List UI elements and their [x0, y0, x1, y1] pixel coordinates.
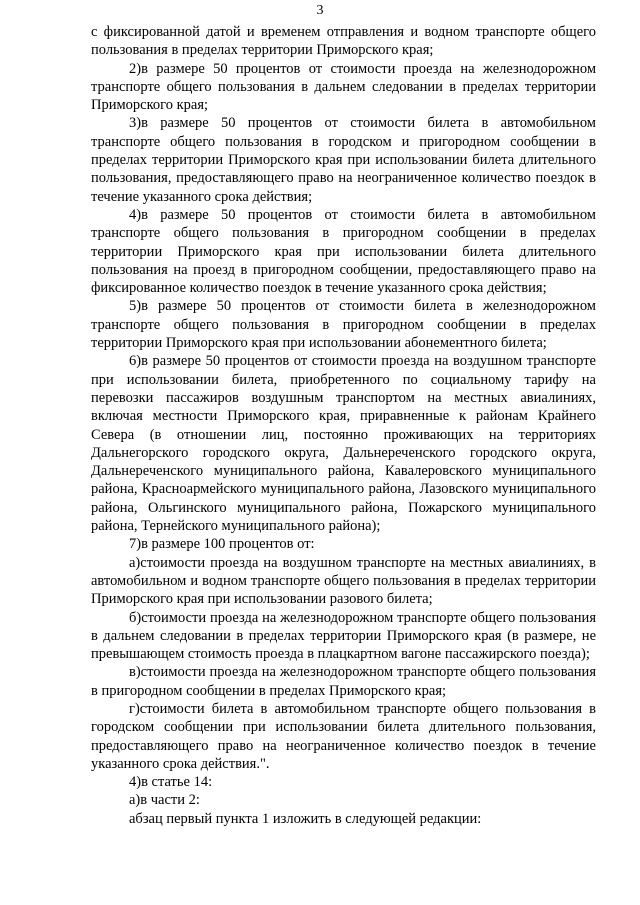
paragraph-continuation: с фиксированной датой и временем отправления и водном транспорте общего пользования в пределах территории Приморского края;: [91, 24, 596, 59]
paragraph-item-4: 4)в размере 50 процентов от стоимости билета в автомобильном транспорте общего пользования в пригородном сообщении в пределах территории Приморского края при использовании билета длительного пользования на проезд в пригородном сообщении, предоставляющего право на фиксированное количество поездок в течение указанного срока действия;: [91, 206, 596, 297]
paragraph-part-2: а)в части 2:: [129, 792, 200, 809]
paragraph-subitem-b: б)стоимости проезда на железнодорожном транспорте общего пользования в дальнем следовании в пределах территории Приморского края (в размере, не превышающем стоимость проезда в плацкартном вагоне пассажирского поезда);: [91, 609, 596, 663]
paragraph-subitem-g: г)стоимости билета в автомобильном транспорте общего пользования в городском сообщении при использовании билета длительного пользования, предоставляющего право на неограниченное количество поездок в течение указанного срока действия.".: [91, 700, 596, 772]
paragraph-item-7: 7)в размере 100 процентов от:: [129, 536, 315, 553]
paragraph-article-14: 4)в статье 14:: [129, 774, 213, 791]
page-number: 3: [316, 3, 324, 18]
paragraph-item-6: 6)в размере 50 процентов от стоимости проезда на воздушном транспорте при использовании билета, приобретенного по социальному тарифу на перевозки пассажиров воздушным транспортом на местных авиалиниях, включая местности Приморского края, приравненные к районам Крайнего Севера (в отношении лиц, постоянно проживающих на территориях Дальнегорского городского округа, Дальнереченского городского округа, Дальнереченского муниципального района, Кавалеровского муниципального района, Красноармейского муниципального района, Лазовского муниципального района, Ольгинского муниципального района, Пожарского муниципального района, Тернейского муниципального района);: [91, 353, 596, 535]
paragraph-subitem-a: а)стоимости проезда на воздушном транспорте на местных авиалиниях, в автомобильном и водном транспорте общего пользования в пределах территории Приморского края при использовании разового билета;: [91, 554, 596, 608]
paragraph-subitem-v: в)стоимости проезда на железнодорожном транспорте общего пользования в пригородном сообщении в пределах Приморского края;: [91, 664, 596, 699]
document-body: [91, 23, 596, 828]
paragraph-item-3: 3)в размере 50 процентов от стоимости билета в автомобильном транспорте общего пользования в городском и пригородном сообщении в пределах территории Приморского края при использовании билета длительного пользования, предоставляющего право на неограниченное количество поездок в течение указанного срока действия;: [91, 115, 596, 205]
paragraph-item-2: 2)в размере 50 процентов от стоимости проезда на железнодорожном транспорте общего пользования в дальнем следовании в пределах территории Приморского края;: [91, 60, 596, 114]
paragraph-item-5: 5)в размере 50 процентов от стоимости билета в железнодорожном транспорте общего пользования в пригородном сообщении в пределах территории Приморского края при использовании абонементного билета;: [91, 298, 596, 352]
paragraph-amendment-intro: абзац первый пункта 1 изложить в следующей редакции:: [129, 810, 482, 827]
